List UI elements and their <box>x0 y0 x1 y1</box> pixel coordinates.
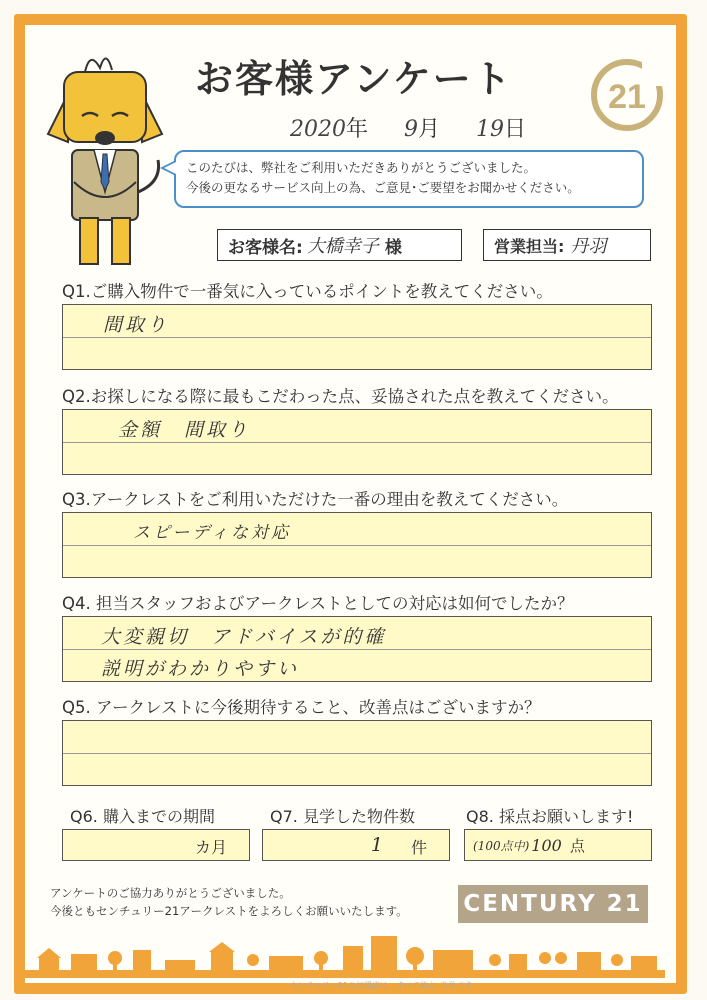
customer-name-label: お客様名: <box>228 237 303 258</box>
greeting-line-2: 今後の更なるサービス向上の為、ご意見･ご要望をお聞かせください。 <box>186 180 580 195</box>
footer-line-1: アンケートのご協力ありがとうございました。 <box>50 886 291 900</box>
town-skyline-icon <box>25 932 665 978</box>
answer-7-box[interactable] <box>262 829 450 861</box>
customer-name-box[interactable] <box>217 229 462 261</box>
staff-name-box[interactable] <box>483 229 651 261</box>
staff-name-value: 丹羽 <box>570 236 607 257</box>
footer-note: センチュリー21の加盟店は、すべて独立･自営です。 <box>290 981 480 990</box>
answer-1-box[interactable] <box>62 304 652 370</box>
answer-6-box[interactable] <box>62 829 250 861</box>
staff-name-label: 営業担当: <box>494 236 565 256</box>
greeting-line-1: このたびは、弊社をご利用いただきありがとうございました。 <box>186 160 537 175</box>
century21-logo-icon <box>590 58 664 132</box>
answer-4-box[interactable] <box>62 616 652 682</box>
date-day: 19 <box>476 117 505 142</box>
speech-bubble-tail-inner <box>164 162 176 174</box>
date-month: 9 <box>404 117 419 142</box>
date-month-suffix: 月 <box>418 117 441 142</box>
answer-4-line-1: 大変親切 アドバイスが的確 <box>101 626 387 648</box>
answer-4-line-2: 説明がわかりやすい <box>101 658 300 680</box>
date-year: 2020 <box>290 117 346 142</box>
question-1-label: Q1.ご購入物件で一番気に入っているポイントを教えてください。 <box>62 282 553 301</box>
answer-8-prefix: (100点中) <box>473 838 530 853</box>
answer-1-line-1: 間取り <box>103 314 170 336</box>
customer-name-value: 大橋幸子 <box>306 236 379 257</box>
answer-3-line-1: スピーディな対応 <box>133 523 291 543</box>
date-year-suffix: 年 <box>346 117 369 142</box>
question-2-label: Q2.お探しになる際に最もこだわった点、妥協された点を教えてください。 <box>62 387 619 406</box>
customer-name-suffix: 様 <box>384 237 402 258</box>
survey-date <box>290 112 526 143</box>
greeting-speech-bubble <box>174 150 644 208</box>
answer-8-value: 100 <box>531 835 562 855</box>
answer-7-unit: 件 <box>410 838 427 857</box>
answer-2-line-1: 金額 間取り <box>118 419 251 441</box>
page-title: お客様アンケート <box>195 57 513 101</box>
answer-7-value: 1 <box>370 834 383 856</box>
answer-8-unit: 点 <box>569 836 585 855</box>
mascot-dog-icon <box>40 42 170 272</box>
date-day-suffix: 日 <box>504 117 527 142</box>
question-5-label: Q5. アークレストに今後期待すること、改善点はございますか？ <box>62 698 541 717</box>
footer-thanks <box>50 884 408 920</box>
question-7-label: Q7. 見学した物件数 <box>270 807 415 826</box>
answer-2-box[interactable] <box>62 409 652 475</box>
footer-line-2: 今後ともセンチュリー21アークレストをよろしくお願いいたします。 <box>50 904 408 918</box>
century21-brand-badge: CENTURY 21 <box>458 885 648 923</box>
answer-5-box[interactable] <box>62 720 652 786</box>
answer-6-unit: カ月 <box>194 838 227 857</box>
question-4-label: Q4. 担当スタッフおよびアークレストとしての対応は如何でしたか？ <box>62 594 574 613</box>
question-6-label: Q6. 購入までの期間 <box>70 807 215 826</box>
logo-number: 21 <box>608 78 646 116</box>
question-3-label: Q3.アークレストをご利用いただけた一番の理由を教えてください。 <box>62 490 569 509</box>
answer-8-box[interactable] <box>464 829 652 861</box>
answer-3-box[interactable] <box>62 512 652 578</box>
question-8-label: Q8. 採点お願いします! <box>466 807 634 826</box>
